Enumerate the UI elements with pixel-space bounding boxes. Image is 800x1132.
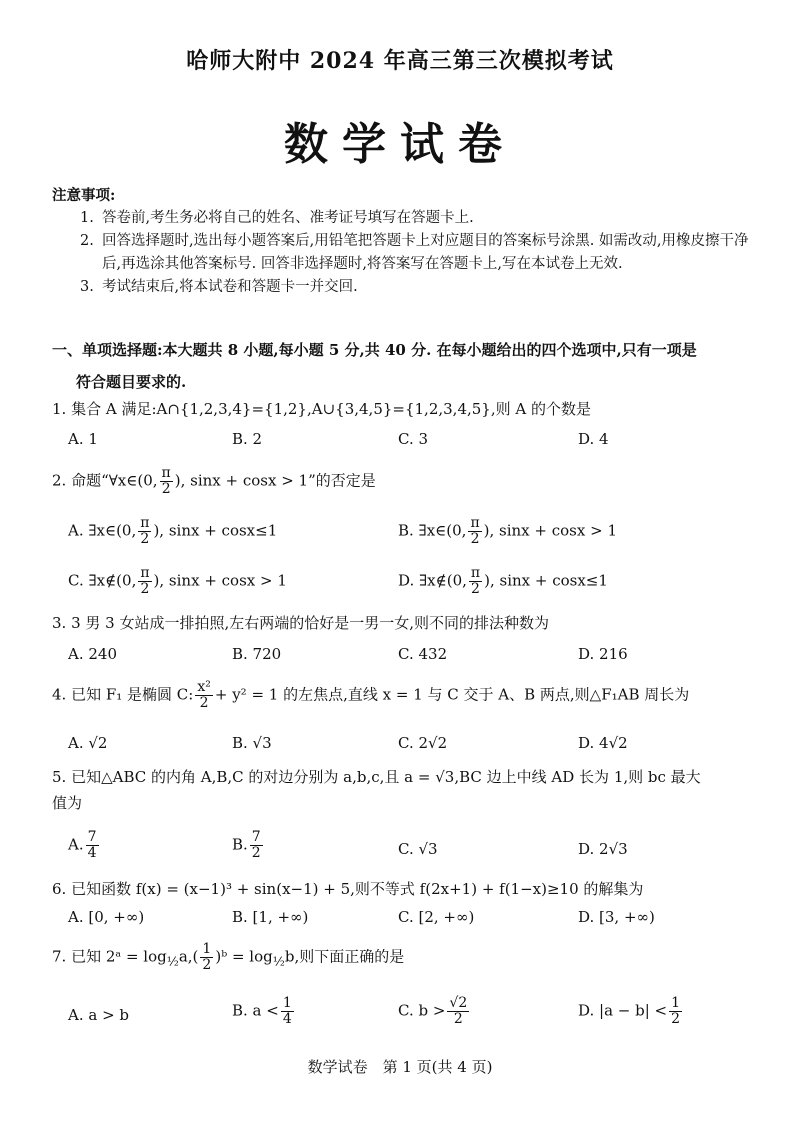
log-base: ½ xyxy=(166,953,179,969)
fraction xyxy=(447,996,469,1027)
log-base: ½ xyxy=(272,953,285,969)
fraction-numerator: 7 xyxy=(87,829,97,845)
question-6-stem: 6. 已知函数 f(x) = (x−1)³ + sin(x−1) + 5,则不等式 f(2x+1) + f(1−x)≥10 的解集为 xyxy=(52,880,644,898)
option-a: A. [0, +∞) xyxy=(68,908,145,926)
fraction-numerator: π xyxy=(161,465,171,481)
fraction-numerator: x² xyxy=(197,679,211,695)
option-b: B. 2 xyxy=(232,430,263,448)
note-item xyxy=(52,230,752,276)
subject-title: 数学试卷 xyxy=(284,119,516,170)
fraction-denominator: 2 xyxy=(161,481,171,497)
stem-part: 4. 已知 F₁ 是椭圆 C: xyxy=(52,685,194,704)
fraction xyxy=(195,680,213,711)
option-text: A. ∃x∈(0, xyxy=(68,521,137,540)
note-number: 1. xyxy=(80,210,94,226)
option-c: C. 432 xyxy=(398,645,448,663)
option-d xyxy=(398,566,608,597)
option-text: C. ∃x∉(0, xyxy=(68,571,137,590)
note-item xyxy=(52,207,752,230)
option-b xyxy=(398,516,617,547)
option-d xyxy=(578,996,684,1027)
option-text: B. ∃x∈(0, xyxy=(398,521,467,540)
fraction xyxy=(138,566,151,597)
option-text: ), sinx + cosx≤1 xyxy=(153,521,278,540)
stem-line: 5. 已知△ABC 的内角 A,B,C 的对边分别为 a,b,c,且 a = √3,BC 边上中线 AD 长为 1,则 bc 最大 xyxy=(52,768,701,786)
option-d: D. 4√2 xyxy=(578,734,628,752)
stem-part: ), sinx + cosx > 1”的否定是 xyxy=(174,471,376,490)
stem-part: a,( xyxy=(178,947,199,966)
notes-heading: 注意事项: xyxy=(52,187,116,204)
fraction xyxy=(250,830,263,861)
fraction-numerator: π xyxy=(140,515,150,531)
exam-title: 哈师大附中 2024 年高三第三次模拟考试 xyxy=(186,48,614,74)
option-d: D. [3, +∞) xyxy=(578,908,655,926)
fraction-denominator: 4 xyxy=(282,1011,292,1027)
option-c: C. √3 xyxy=(398,840,438,858)
option-b xyxy=(232,830,265,861)
note-number: 3. xyxy=(80,279,94,295)
question-3-stem: 3. 3 男 3 女站成一排拍照,左右两端的恰好是一男一女,则不同的排法种数为 xyxy=(52,614,550,632)
fraction xyxy=(200,942,213,973)
note-text: 考试结束后,将本试卷和答题卡一并交回. xyxy=(102,279,358,295)
fraction-denominator: 2 xyxy=(140,531,150,547)
fraction-denominator: 2 xyxy=(470,531,480,547)
option-a xyxy=(68,830,101,861)
note-item xyxy=(52,276,752,299)
fraction-denominator: 2 xyxy=(202,957,212,973)
stem-part: b,则下面正确的是 xyxy=(284,947,405,966)
stem-part: (0, xyxy=(137,471,158,490)
fraction-numerator: 1 xyxy=(671,995,681,1011)
option-c: C. 3 xyxy=(398,430,429,448)
stem-part: )ᵇ = log xyxy=(215,947,273,966)
option-a: A. √2 xyxy=(68,734,108,752)
option-c xyxy=(398,996,471,1027)
option-a: A. 240 xyxy=(68,645,117,663)
fraction xyxy=(86,830,99,861)
option-a: A. a > b xyxy=(68,1006,130,1024)
question-5-stem xyxy=(52,764,762,816)
note-number: 2. xyxy=(80,233,94,249)
option-text: B. a < xyxy=(232,1001,279,1020)
stem-part: + y² = 1 的左焦点,直线 x = 1 与 C 交于 A、B 两点,则△F₁AB 周长为 xyxy=(214,685,690,704)
section-heading-line2: 符合题目要求的. xyxy=(76,373,187,391)
fraction-numerator: π xyxy=(470,515,480,531)
note-text: 回答选择题时,选出每小题答案后,用铅笔把答题卡上对应题目的答案标号涂黑. 如需改动,用橡皮擦干净后,再选涂其他答案标号. 回答非选择题时,将答案写在答题卡上,写在本试卷上无效. xyxy=(102,233,749,272)
section-heading xyxy=(52,334,752,398)
section-heading-line1: 一、单项选择题:本大题共 8 小题,每小题 5 分,共 40 分. 在每小题给出的四个选项中,只有一项是 xyxy=(52,341,697,359)
fraction xyxy=(281,996,294,1027)
option-a: A. 1 xyxy=(68,430,98,448)
option-d: D. 216 xyxy=(578,645,628,663)
fraction-denominator: 2 xyxy=(471,581,480,597)
option-text: B. xyxy=(232,835,248,854)
option-text: D. |a − b| < xyxy=(578,1001,668,1020)
question-1-stem: 1. 集合 A 满足:A∩{1,2,3,4}={1,2},A∪{3,4,5}={1,2,3,4,5},则 A 的个数是 xyxy=(52,400,591,418)
fraction-denominator: 2 xyxy=(251,845,261,861)
fraction-numerator: 1 xyxy=(282,995,292,1011)
fraction-denominator: 2 xyxy=(453,1011,463,1027)
fraction-numerator: π xyxy=(470,565,481,581)
stem-part: 2. 命题“∀x∈ xyxy=(52,471,138,490)
fraction-denominator: 2 xyxy=(199,695,209,711)
fraction xyxy=(469,566,482,597)
question-4-stem xyxy=(52,680,762,711)
option-d: D. 4 xyxy=(578,430,609,448)
note-text: 答卷前,考生务必将自己的姓名、准考证号填写在答题卡上. xyxy=(102,210,474,226)
fraction-numerator: π xyxy=(140,565,150,581)
fraction-numerator: √2 xyxy=(449,995,468,1011)
fraction xyxy=(468,516,481,547)
option-c: C. 2√2 xyxy=(398,734,448,752)
option-d: D. 2√3 xyxy=(578,840,628,858)
option-text: ), sinx + cosx > 1 xyxy=(483,521,617,540)
stem-line: 值为 xyxy=(52,794,83,812)
fraction xyxy=(160,466,173,497)
fraction-numerator: 7 xyxy=(251,829,261,845)
option-text: ), sinx + cosx > 1 xyxy=(153,571,287,590)
question-2-stem xyxy=(52,466,762,497)
option-b: B. [1, +∞) xyxy=(232,908,309,926)
stem-part: 7. 已知 2ᵃ = log xyxy=(52,947,167,966)
option-a xyxy=(68,516,277,547)
option-text: A. xyxy=(68,835,84,854)
fraction-denominator: 4 xyxy=(87,845,97,861)
option-text: D. ∃x∉(0, xyxy=(398,571,467,590)
fraction-denominator: 2 xyxy=(140,581,150,597)
option-b xyxy=(232,996,296,1027)
fraction-numerator: 1 xyxy=(202,941,212,957)
option-text: ), sinx + cosx≤1 xyxy=(484,571,608,590)
option-c: C. [2, +∞) xyxy=(398,908,475,926)
option-c xyxy=(68,566,287,597)
page-footer: 数学试卷 第 1 页(共 4 页) xyxy=(307,1058,493,1076)
fraction xyxy=(669,996,682,1027)
option-text: C. b > xyxy=(398,1001,446,1020)
option-b: B. 720 xyxy=(232,645,282,663)
notes-block xyxy=(52,184,752,299)
question-7-stem xyxy=(52,942,762,975)
fraction-denominator: 2 xyxy=(671,1011,681,1027)
option-b: B. √3 xyxy=(232,734,272,752)
fraction xyxy=(138,516,151,547)
